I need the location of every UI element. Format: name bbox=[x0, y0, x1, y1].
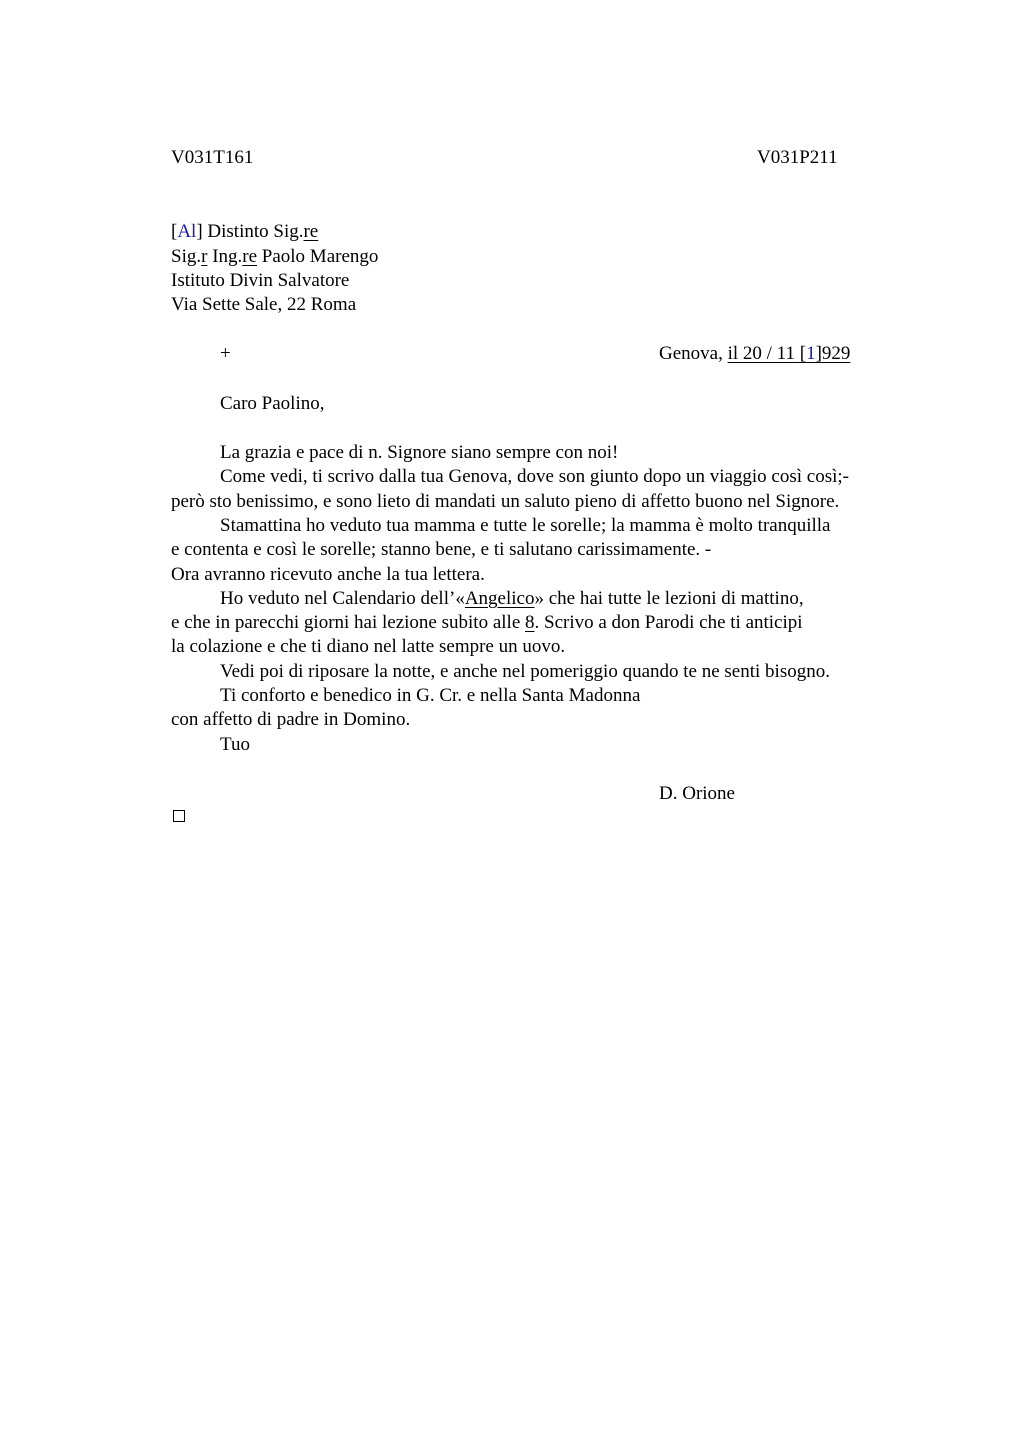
body-text: . Scrivo a don Parodi che ti anticipi bbox=[534, 612, 803, 633]
body-line: con affetto di padre in Domino. bbox=[171, 709, 411, 730]
address-line-1 bbox=[171, 220, 318, 244]
address-text: Ing. bbox=[207, 246, 243, 267]
address-text: Distinto Sig. bbox=[202, 221, 304, 242]
cross-symbol: + bbox=[220, 343, 231, 364]
abbrev-suffix: r bbox=[201, 246, 208, 267]
date bbox=[728, 343, 851, 364]
body-line: la colazione e che ti diano nel latte sempre un uovo. bbox=[171, 636, 566, 657]
body-line: Stamattina ho veduto tua mamma e tutte le sorelle; la mamma è molto tranquilla bbox=[220, 515, 831, 536]
bracket-close: ] bbox=[815, 343, 822, 364]
salutation: Caro Paolino, bbox=[220, 393, 325, 414]
body-text: Ho veduto nel Calendario dell’« bbox=[220, 588, 465, 609]
date-part: il 20 / 11 bbox=[727, 343, 800, 364]
body-line: Ora avranno ricevuto anche la tua lettera. bbox=[171, 564, 485, 585]
body-line bbox=[171, 587, 804, 611]
abbrev-suffix: re bbox=[303, 221, 319, 242]
place: Genova, bbox=[659, 343, 728, 364]
body-line: però sto benissimo, e sono lieto di mandati un saluto pieno di affetto buono nel Signore. bbox=[171, 491, 840, 512]
recipient-name: Paolo Marengo bbox=[257, 246, 379, 267]
editorial-insert: 1 bbox=[806, 343, 816, 364]
abbrev-suffix: re bbox=[242, 246, 258, 267]
bracket-close: ] bbox=[196, 221, 203, 242]
address-line-3: Istituto Divin Salvatore bbox=[171, 270, 350, 291]
body-text: » che hai tutte le lezioni di mattino, bbox=[534, 588, 804, 609]
signature: D. Orione bbox=[659, 783, 735, 804]
bracket-open: [ bbox=[171, 221, 178, 242]
body-line: La grazia e pace di n. Signore siano sempre con noi! bbox=[220, 442, 619, 463]
closing: Tuo bbox=[220, 734, 250, 755]
document-code-right: V031P211 bbox=[757, 147, 838, 168]
body-line: Vedi poi di riposare la notte, e anche nel pomeriggio quando te ne senti bisogno. bbox=[220, 661, 830, 682]
editorial-insert: Al bbox=[177, 221, 197, 242]
address-text: Sig. bbox=[171, 246, 202, 267]
bracket-open: [ bbox=[799, 343, 807, 364]
body-line bbox=[171, 611, 803, 635]
body-line: e contenta e così le sorelle; stanno bene, e ti salutano carissimamente. - bbox=[171, 539, 712, 560]
body-line: Ti conforto e benedico in G. Cr. e nella Santa Madonna bbox=[220, 685, 641, 706]
document-code-left: V031T161 bbox=[171, 147, 254, 168]
body-text: e che in parecchi giorni hai lezione subito alle bbox=[171, 612, 525, 633]
dateline bbox=[659, 342, 850, 366]
address-line-4: Via Sette Sale, 22 Roma bbox=[171, 294, 357, 315]
date-part: 929 bbox=[821, 343, 851, 364]
underlined-text: Angelico bbox=[464, 588, 535, 609]
address-line-2 bbox=[171, 245, 378, 269]
end-marker-square-icon bbox=[173, 810, 185, 822]
body-line: Come vedi, ti scrivo dalla tua Genova, dove son giunto dopo un viaggio così così;- bbox=[220, 466, 850, 487]
underlined-text: 8 bbox=[525, 612, 535, 633]
